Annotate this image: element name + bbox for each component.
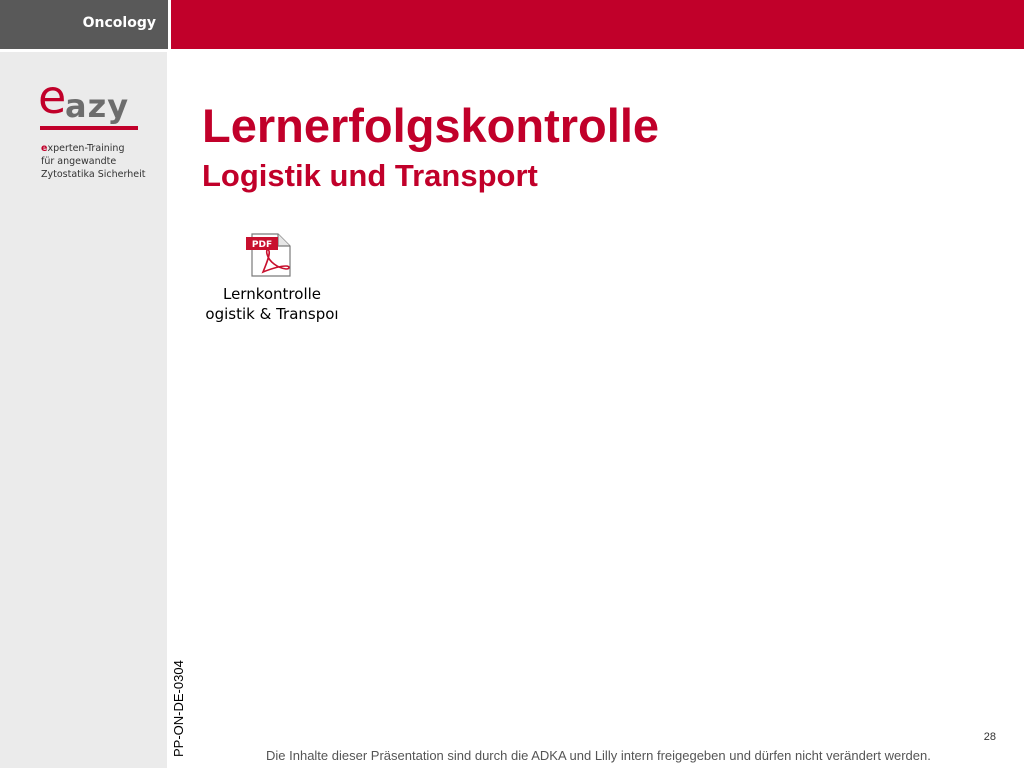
header-accent-bar [171,0,1024,49]
tagline-line-1 [41,142,145,155]
tagline-line-1-text: xperten-Training [47,143,125,154]
pdf-attachment[interactable] [197,232,347,328]
section-label: Oncology [82,15,156,31]
slide-subtitle: Logistik und Transport [202,158,538,193]
attachment-label-line-1: Lernkontrolle [222,285,322,303]
tagline-line-3: Zytostatika Sicherheit [41,169,146,180]
tagline-e: e [41,143,48,154]
document-code: PP-ON-DE-0304 [171,660,186,757]
header-section-bar [0,0,168,49]
attachment-label [197,284,347,324]
logo-text: azy [65,87,130,125]
page-number: 28 [983,731,996,743]
eazy-logo [38,70,148,132]
attachment-label-line-2: ogistik & Transpoı [205,305,339,323]
tagline-line-2: für angewandte [41,156,117,167]
logo-tagline [41,142,145,181]
logo-letter-e: e [38,70,67,124]
slide-title: Lernerfolgskontrolle [202,99,660,152]
pdf-icon [246,232,296,278]
footer-disclaimer: Die Inhalte dieser Präsentation sind durch die ADKA und Lilly intern freigegeben und dürfen nicht verändert werden. [266,748,931,763]
pdf-icon-text: PDF [251,240,273,250]
logo-underline [40,126,138,130]
